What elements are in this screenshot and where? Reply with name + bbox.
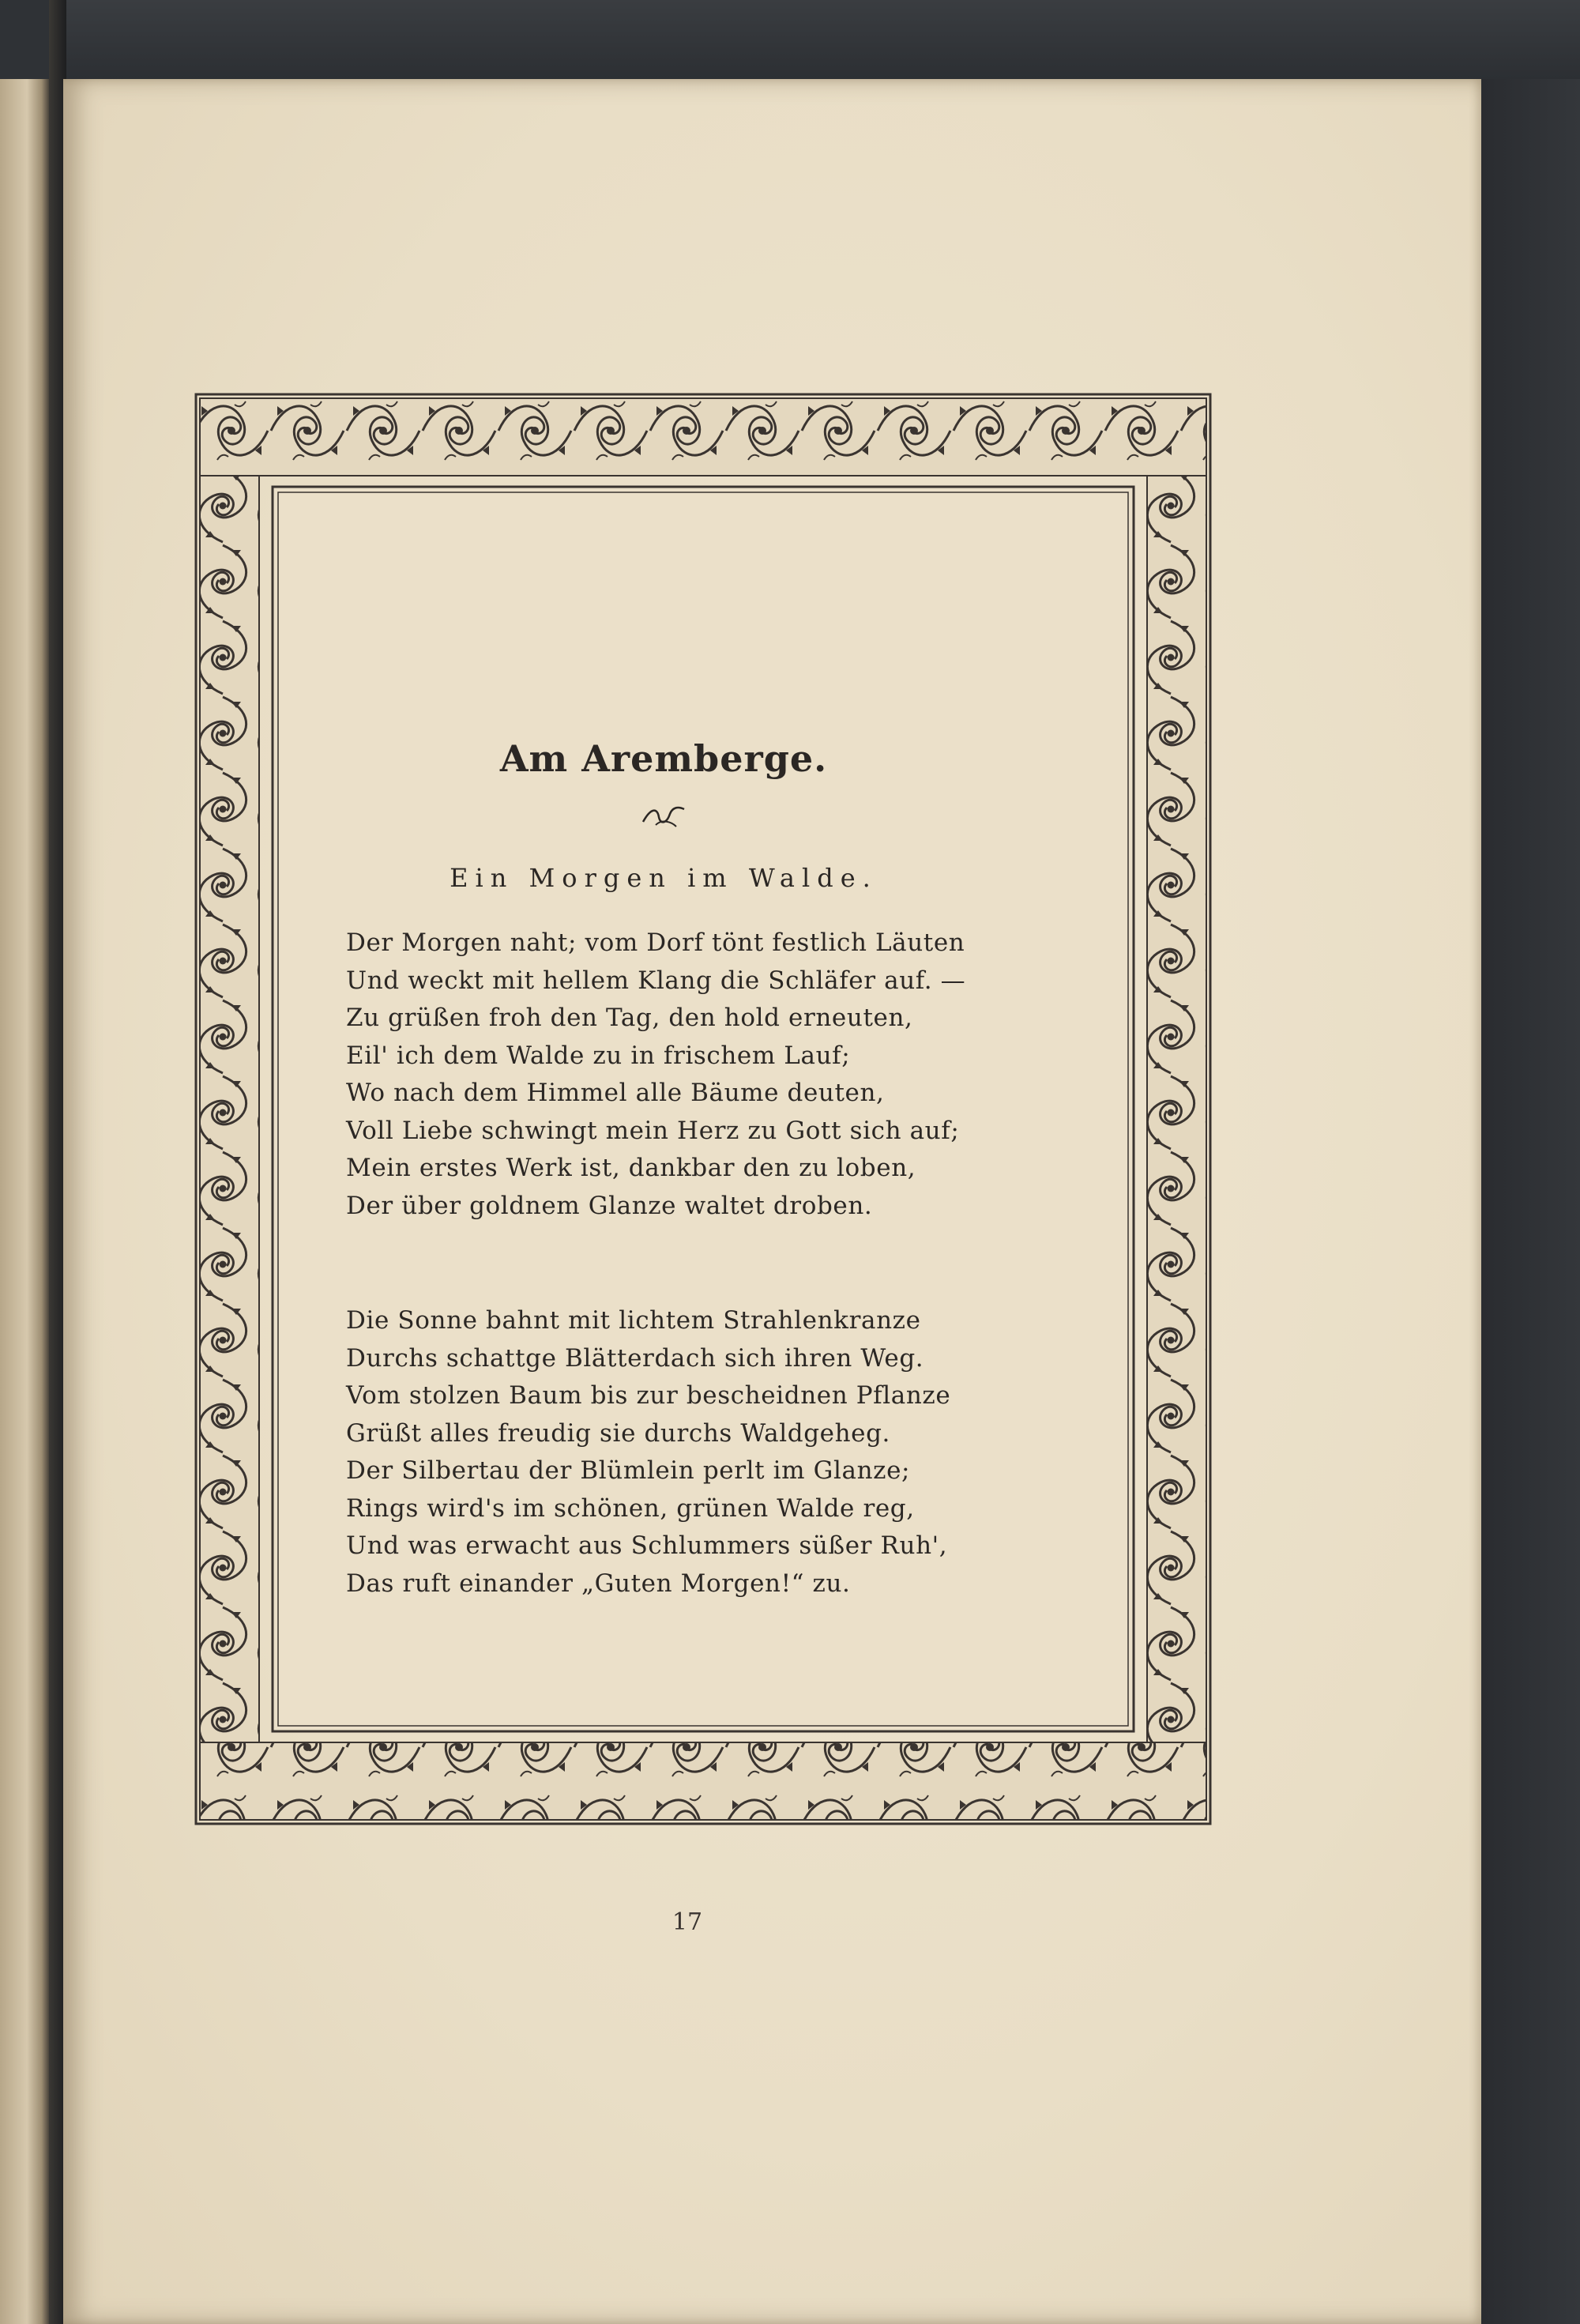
verse-line: Der Silbertau der Blümlein perlt im Glanze; <box>346 1456 911 1485</box>
book-cover-right <box>1481 79 1580 2324</box>
verse-line: Mein erstes Werk ist, dankbar den zu loben, <box>346 1154 916 1182</box>
flourish-icon <box>640 798 687 830</box>
verse-line: Grüßt alles freudig sie durchs Waldgeheg. <box>346 1418 890 1448</box>
stanza <box>346 925 1025 1225</box>
verse-line: Und was erwacht aus Schlummers süßer Ruh', <box>346 1531 948 1560</box>
verse-line: Rings wird's im schönen, grünen Walde reg, <box>346 1493 915 1523</box>
verse-line: Zu grüßen froh den Tag, den hold erneuten, <box>346 1004 913 1032</box>
stanza <box>346 1302 1025 1603</box>
verse-line: Der Morgen naht; vom Dorf tönt festlich Läuten <box>346 928 965 957</box>
verse-line: Eil' ich dem Walde zu in frischem Lauf; <box>346 1041 851 1070</box>
verse-line: Wo nach dem Himmel alle Bäume deuten, <box>346 1079 885 1107</box>
verse-line: Die Sonne bahnt mit lichtem Strahlenkranze <box>346 1306 921 1335</box>
verse-line: Und weckt mit hellem Klang die Schläfer auf. — <box>346 966 966 995</box>
verse-line: Der über goldnem Glanze waltet droben. <box>346 1191 873 1220</box>
poem-title: Am Aremberge. <box>499 737 828 780</box>
book-cover-top <box>66 0 1580 79</box>
poem-subtitle: Ein Morgen im Walde. <box>450 863 878 893</box>
previous-page-edge <box>0 79 49 2324</box>
verse-line: Vom stolzen Baum bis zur bescheidnen Pflanze <box>346 1381 951 1410</box>
verse-line: Durchs schattge Blätterdach sich ihren Weg. <box>346 1343 924 1373</box>
poem-block <box>269 735 1059 1598</box>
verse-line: Voll Liebe schwingt mein Herz zu Gott sich auf; <box>346 1116 960 1145</box>
verse-line: Das ruft einander „Guten Morgen!“ zu. <box>346 1569 851 1598</box>
page-number: 17 <box>672 1908 703 1936</box>
